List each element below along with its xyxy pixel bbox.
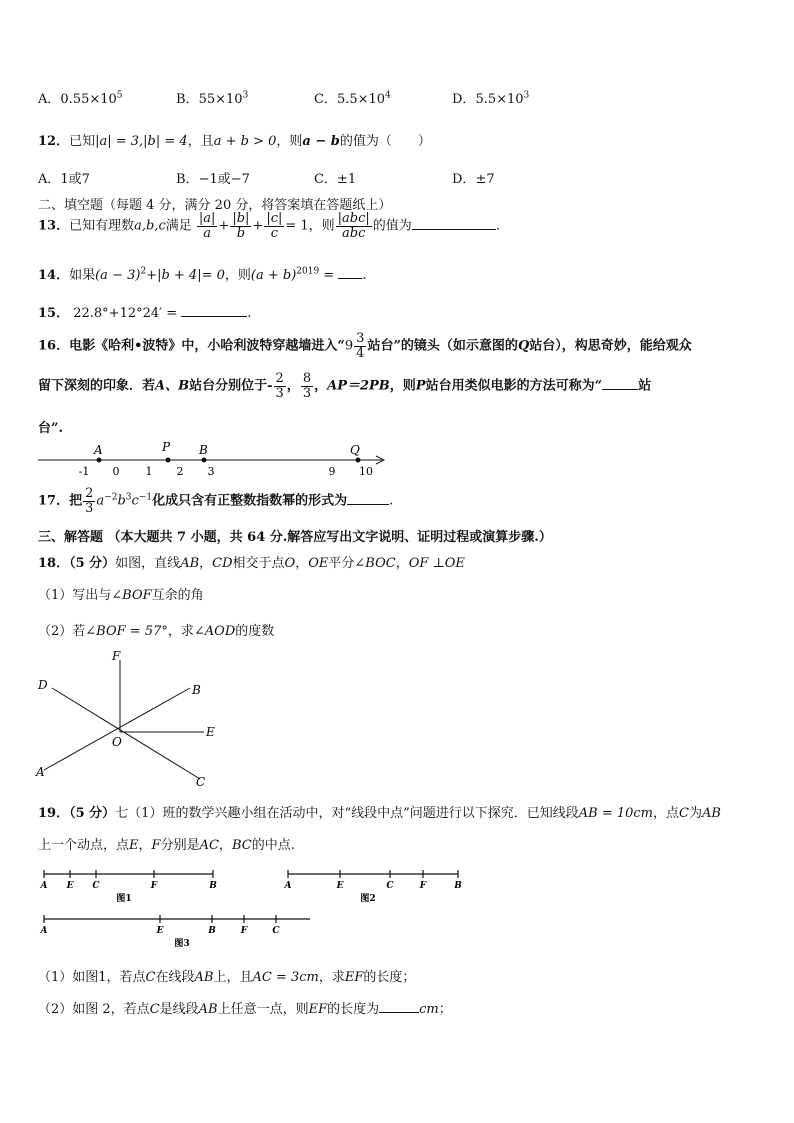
point-label: A [36,765,45,779]
point-label: F [419,881,427,891]
text: 上一个动点，点 [38,838,130,853]
text: 分别是 [160,838,200,853]
point-dot [166,458,171,463]
text: ，则 [224,268,251,283]
fraction: $\frac{|a|}{a}$ [198,211,216,241]
option-value: 55×10 [198,92,243,107]
option-exponent: 3 [523,90,530,101]
option-exponent: 5 [116,90,123,101]
point-label: C [386,881,394,891]
math: a + b > 0 [213,134,277,149]
option-letter: C． [314,92,337,107]
point-label: O [112,735,122,749]
math: E [129,838,139,853]
option-value: 0.55×10 [60,92,117,107]
text: ，则 [276,134,303,149]
point-label: B [208,926,216,936]
question-number: 18．（5 分） [38,556,116,571]
text: 上任意一点，则 [217,1002,309,1017]
q19-line1 [38,802,721,821]
period: . [362,268,367,283]
answer-blank[interactable] [379,1000,419,1013]
text: ，点 [653,806,680,821]
q18-part2 [38,620,274,639]
option-value: 5.5×10 [475,92,524,107]
math: AB [198,1002,218,1017]
line-ab [44,688,190,770]
math: (a − 3) [95,268,141,283]
answer-blank[interactable] [602,377,638,390]
tick-label: 2 [176,465,184,478]
text: 上，且 [213,970,253,985]
math: a,b,c [134,218,166,234]
option-exponent: 3 [242,90,249,101]
math: O [284,556,296,571]
q11-option-c [314,88,391,107]
math: 22.8°+12°24′ = [73,306,178,321]
text: 满足 [165,218,192,234]
math: +|b + 4|= 0 [146,268,225,283]
text: 站台用类似电影的方法可称为“ [425,378,603,394]
period: . [495,218,500,234]
math: = [319,268,339,283]
text: 七（1）班的数学兴趣小组在活动中，对“线段中点”问题进行以下探究．已知线段 [115,806,579,821]
fraction: $\frac{|b|}{b}$ [232,211,250,241]
tick-label: 1 [145,465,153,478]
q18-part1 [38,584,204,603]
q15 [38,302,251,321]
tick-labels [79,465,373,478]
angle-figure [30,646,230,791]
text: 站台），构思奇妙，能给观众 [529,338,692,354]
minus-sign: - [267,378,273,394]
text: ，求 [167,624,194,639]
math: AB [180,556,200,571]
text: ， [314,378,328,394]
section-heading-fill-in: 二、填空题（每题 4 分，满分 20 分，将答案填在答题纸上） [38,198,392,213]
math: AB [194,970,214,985]
answer-blank[interactable] [347,492,389,505]
answer-blank[interactable] [181,304,247,317]
tick-label: 9 [328,465,336,478]
fraction: $\frac{2}{3}$ [85,486,94,516]
tick-label: 10 [359,465,373,478]
math: F [151,838,161,853]
text: ， [295,556,309,571]
option-value: 5.5×10 [336,92,386,107]
tick-label: 0 [112,465,120,478]
text: ， [286,378,300,394]
math: c [131,493,139,509]
text: 互余的角 [151,588,204,603]
q11-option-b [176,88,248,107]
point-label: A [40,881,48,891]
math: ∠BOC [354,556,396,571]
option-value: −1或−7 [198,172,250,187]
text: 化成只含有正整数指数幂的形式为 [152,493,348,509]
point-label: C [196,775,206,789]
math: ∠BOF = 57° [85,624,168,639]
point-label: F [150,881,158,891]
q12-option-d [452,168,495,187]
fraction: $\frac{\text{|abc|}}{\text{abc}}$ [337,211,370,241]
q13: 13．已知有理数a,b,c满足 $\frac{|a|}{a}$ + $\frac{|b|}{b}$ + $\frac{|c|}{c}$ = 1，则 $\frac{\text{|abc|}}{\text{abc}}$ 的值为 . [38,211,500,241]
question-number: 16． [38,338,70,354]
option-letter: B． [176,172,199,187]
segment-figures [36,864,476,954]
text: 的值为（ ） [339,134,431,149]
math: AB = 10cm [578,806,653,821]
q12-option-b [176,168,250,187]
text: 在线段 [155,970,195,985]
point-label: A [94,443,103,457]
point-label: P [162,440,171,454]
text: 站台”的镜头（如示意图的 [367,338,518,354]
text: ，则 [308,218,335,234]
math: A、B [155,378,190,394]
text: ， [199,556,213,571]
q19-part2 [38,998,452,1017]
unit: cm [419,1002,439,1017]
point-label: A [40,926,48,936]
section-heading-solutions: 三、解答题 （本大题共 7 小题，共 64 分.解答应写出文字说明、证明过程或演算步骤.） [38,530,552,545]
text: （2）如图 2，若点 [38,1002,150,1017]
q11-option-d [452,88,529,107]
q11-option-a [38,88,123,107]
fraction: $\frac{2}{3}$ [275,371,284,401]
text: （1）如图1，若点 [38,970,146,985]
answer-blank[interactable] [412,217,496,230]
point-label: A [284,881,292,891]
math: b [117,493,126,509]
math: EF [344,970,364,985]
point-label: C [272,926,280,936]
q19-part1 [38,966,415,985]
figure-caption: 图3 [174,939,190,949]
q18-stem [38,552,465,571]
q17 [38,487,393,515]
point-label: E [336,881,344,891]
point-label: F [240,926,248,936]
fraction: $\frac{|c|}{c}$ [266,211,283,241]
option-value: ±1 [336,172,357,187]
text: （1）写出与 [38,588,112,603]
text: 站台分别位于 [189,378,268,394]
option-letter: D． [452,172,476,187]
period: . [247,306,252,321]
line-dc [52,688,200,779]
option-value: ±7 [475,172,495,187]
text: 已知 [69,134,96,149]
math: AC = 3cm [252,970,319,985]
text: ； [438,1002,452,1017]
answer-blank[interactable] [338,266,362,279]
point-label: B [192,683,201,697]
math: = 1 [285,218,309,234]
text: ， [395,556,409,571]
tick-label: 3 [207,465,215,478]
math: a [96,493,105,509]
text: 的长度为 [327,1002,380,1017]
text: 为 [688,806,702,821]
option-letter: D． [452,92,476,107]
text: 的长度； [363,970,416,985]
math: (a + b) [250,268,297,283]
question-number: 14． [38,268,70,283]
tick-label: -1 [78,465,90,478]
exponent: 2019 [296,266,320,277]
text: 电影《哈利•波特》中，小哈利波特穿越墙进入“ [69,338,345,354]
text: ， [218,838,232,853]
figure-caption: 图2 [360,894,376,904]
text: 相交于点 [232,556,285,571]
q14 [38,264,366,283]
point-label: E [66,881,74,891]
text: 留下深刻的印象．若 [38,378,156,394]
option-value: 1或7 [60,172,90,187]
point-label: D [38,678,48,692]
math: a − b [302,134,340,149]
figure-caption: 图1 [116,894,132,904]
question-number: 15． [38,306,70,321]
exponent: 3 [125,492,132,503]
text: （2）若 [38,624,86,639]
period: . [389,493,394,509]
q12-stem [38,130,431,149]
text: ，则 [389,378,416,394]
math: EF [308,1002,328,1017]
point-dot [356,458,361,463]
math: BC [231,838,252,853]
question-number: 12． [38,134,70,149]
text: 如果 [69,268,96,283]
math: AP＝2PB [327,378,390,394]
q16-line1 [38,332,692,360]
text: 的度数 [235,624,275,639]
text: ，求 [318,970,345,985]
text: 把 [69,493,83,509]
option-letter: B． [176,92,199,107]
math: C [679,806,689,821]
point-label: B [454,881,462,891]
fraction: $\frac{8}{3}$ [302,371,312,401]
point-label: B [199,443,208,457]
point-label: Q [350,443,360,457]
point-label: F [112,649,121,663]
math: CD [212,556,233,571]
question-number: 17． [38,493,70,509]
fraction: $\frac{3}{4}$ [356,331,365,361]
math: |a| = 3,|b| = 4 [95,134,188,149]
q12-option-a [38,168,90,187]
math: C [145,970,156,985]
text: 的值为 [372,218,412,234]
q16-line2 [38,372,651,400]
option-exponent: 4 [385,90,391,101]
math: AC [199,838,219,853]
text: 的中点. [251,838,295,853]
exponent: −1 [138,492,153,503]
point-dot [97,458,102,463]
q12-option-c [314,168,356,187]
text: 平分 [328,556,355,571]
math: P [415,378,426,394]
point-label: E [206,725,215,739]
text: 是线段 [159,1002,199,1017]
math: AB [701,806,721,821]
point-label: E [156,926,164,936]
mixed-number-whole: 9 [344,338,354,354]
math: Q [517,338,530,354]
math: ∠BOF [111,588,152,603]
option-letter: A． [38,92,61,107]
question-number: 19．（5 分） [38,806,116,821]
exponent: 2 [140,266,147,277]
q16-line3: 台”. [38,421,64,436]
question-number: 13． [38,218,70,234]
text: ， [138,838,152,853]
math: OE [308,556,329,571]
text: 站 [638,378,652,394]
text: 如图，直线 [115,556,181,571]
point-label: B [209,881,217,891]
text: ，且 [187,134,214,149]
option-letter: A． [38,172,61,187]
number-line-figure [36,438,388,478]
text: 已知有理数 [69,218,135,234]
point-label: C [92,881,100,891]
math: OF ⊥OE [408,556,465,571]
exponent: −2 [104,492,118,503]
math: C [149,1002,160,1017]
math: ∠AOD [193,624,236,639]
q19-line2 [38,834,295,853]
option-letter: C． [314,172,337,187]
point-dot [202,458,207,463]
